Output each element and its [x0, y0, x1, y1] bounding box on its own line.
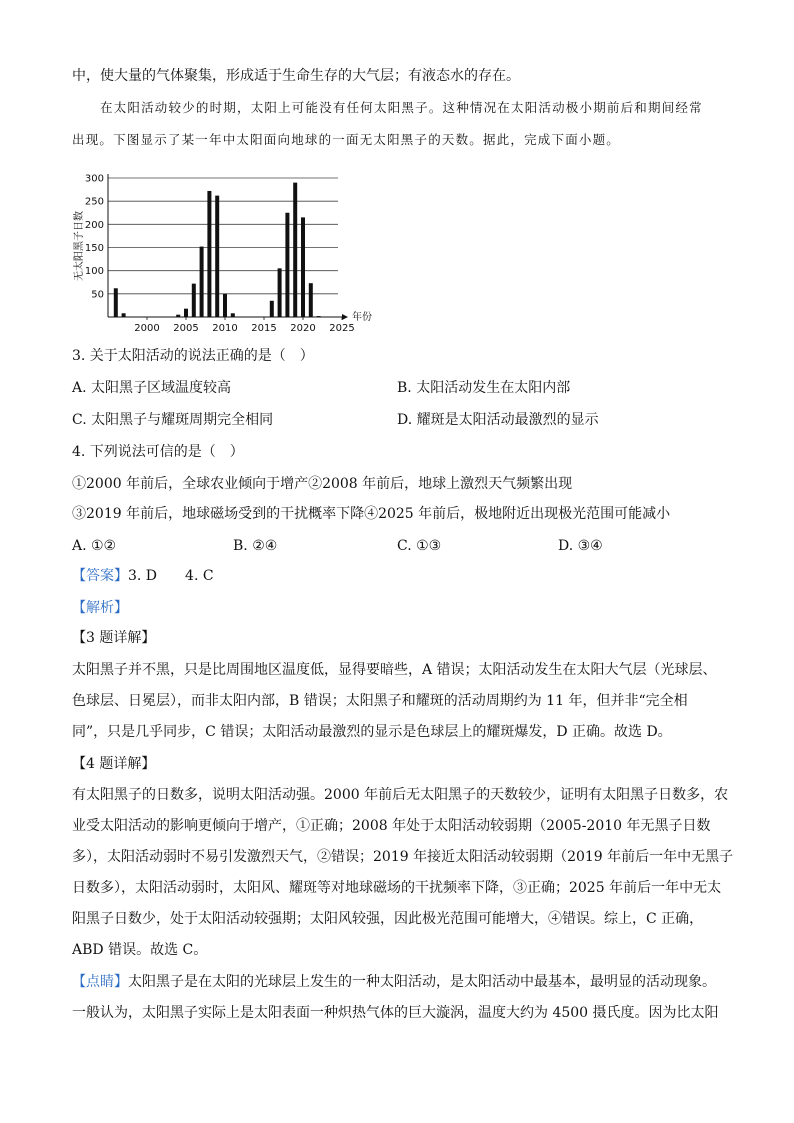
q4-option-b: B. ②④	[233, 538, 278, 554]
answer-text: 3. D 4. C	[128, 568, 214, 584]
bar-2020	[301, 217, 305, 317]
q3-detail-line-2: 色球层、日冕层），而非太阳内部，B 错误；太阳黑子和耀斑的活动周期约为 11 年，但并非“完全相	[72, 693, 688, 709]
q4-detail-line-5: 阳黑子日数少，处于太阳活动较强期；太阳风较强，因此极光范围可能增大，④错误。综上，C 正确，	[72, 911, 704, 927]
answer-line	[72, 566, 214, 586]
q4-detail-line-4: 日数多），太阳活动弱时，太阳风、耀斑等对地球磁场的干扰频率下降，③正确；2025 年前后一年中无太	[72, 880, 722, 896]
q4-detail-line-2: 业受太阳活动的影响更倾向于增产，①正确；2008 年处于太阳活动较弱期（2005-2010 年无黑子日数	[72, 818, 711, 834]
q3-detail-line-3: 同”，只是几乎同步，C 错误；太阳活动最激烈的显示是色球层上的耀斑爆发，D 正确。故选 D。	[72, 724, 672, 740]
chart-ticks	[85, 174, 355, 335]
q3-detail-line-1: 太阳黑子并不黑，只是比周围地区温度低，显得要暗些，A 错误；太阳活动发生在太阳大气层（光球层、	[72, 662, 717, 678]
bar-1996	[114, 288, 118, 317]
analysis-tag: 【解析】	[72, 600, 128, 616]
q3-detail-title: 【3 题详解】	[72, 630, 156, 646]
y-tick-label-150: 150	[84, 243, 104, 254]
y-tick-label-100: 100	[84, 266, 104, 278]
bar-1997	[122, 313, 126, 317]
no-sunspot-days-chart	[70, 160, 390, 335]
bar-2011	[231, 313, 235, 317]
tip-text-1: 太阳黑子是在太阳的光球层上发生的一种太阳活动，是太阳活动中最基本，最明显的活动现象。	[128, 974, 716, 990]
x-axis-label: 年份	[352, 312, 372, 323]
passage-line-2: 出现。下图显示了某一年中太阳面向地球的一面无太阳黑子的天数。据此，完成下面小题。	[72, 132, 621, 147]
q4-option-c: C. ①③	[397, 538, 442, 554]
x-tick-label-2015: 2015	[251, 323, 277, 334]
bar-2005	[184, 309, 188, 317]
bar-2018	[285, 213, 289, 317]
bar-2021	[309, 283, 313, 317]
passage-line-1: 在太阳活动较少的时期，太阳上可能没有任何太阳黑子。这种情况在太阳活动极小期前后和期间经常	[100, 100, 703, 115]
q4-stem: 4. 下列说法可信的是（ ）	[72, 444, 244, 460]
y-tick-label-50: 50	[91, 289, 104, 301]
q4-detail-line-3: 多），太阳活动弱时不易引发激烈天气，②错误；2019 年接近太阳活动较弱期（2019 年前后一年中无黑子	[72, 849, 734, 865]
y-tick-label-300: 300	[84, 173, 104, 185]
q3-option-c: C. 太阳黑子与耀斑周期完全相同	[72, 412, 274, 428]
bar-2006	[192, 284, 196, 317]
tip-tag: 【点睛】	[72, 974, 128, 990]
q4-detail-line-6: ABD 错误。故选 C。	[72, 942, 208, 958]
y-axis-label: 无太阳黑子日数	[74, 211, 85, 281]
q3-stem: 3. 关于太阳活动的说法正确的是（ ）	[72, 348, 314, 364]
chart-bars	[114, 183, 321, 317]
q3-option-b: B. 太阳活动发生在太阳内部	[397, 380, 571, 396]
bar-2009	[215, 196, 219, 317]
q3-option-d: D. 耀斑是太阳活动最激烈的显示	[397, 412, 599, 428]
q4-option-d: D. ③④	[558, 538, 603, 554]
x-tick-label-2010: 2010	[212, 323, 238, 334]
bar-2008	[207, 191, 211, 317]
q4-detail-line-1: 有太阳黑子的日数多，说明太阳活动强。2000 年前后无太阳黑子的天数较少，证明有太阳黑子日数多，农	[72, 787, 729, 803]
bar-2017	[278, 268, 282, 317]
q4-statements-2: ③2019 年前后，地球磁场受到的干扰概率下降④2025 年前后，极地附近出现极光范围可能减小	[72, 506, 671, 522]
y-tick-label-250: 250	[84, 196, 104, 208]
x-tick-label-2000: 2000	[134, 323, 160, 334]
x-tick-label-2020: 2020	[290, 323, 316, 334]
tip-line-2: 一般认为，太阳黑子实际上是太阳表面一种炽热气体的巨大漩涡，温度大约为 4500 摄氏度。因为比太阳	[72, 1005, 719, 1021]
bar-2016	[270, 301, 274, 317]
bar-2010	[223, 294, 227, 317]
x-axis-arrow	[342, 314, 348, 320]
tip-line-1	[72, 972, 716, 992]
x-tick-label-2025: 2025	[329, 323, 355, 334]
q4-option-a: A. ①②	[72, 538, 117, 554]
answer-tag: 【答案】	[72, 568, 128, 584]
q4-statements-1: ①2000 年前后，全球农业倾向于增产②2008 年前后，地球上激烈天气频繁出现	[72, 476, 573, 492]
x-tick-label-2005: 2005	[173, 323, 199, 334]
q3-option-a: A. 太阳黑子区域温度较高	[72, 380, 232, 396]
intro-tail: 中，使大量的气体聚集，形成适于生命生存的大气层；有液态水的存在。	[72, 68, 520, 84]
bar-2019	[293, 183, 297, 317]
q4-detail-title: 【4 题详解】	[72, 756, 156, 772]
bar-2007	[200, 247, 204, 317]
y-tick-label-200: 200	[84, 219, 104, 231]
